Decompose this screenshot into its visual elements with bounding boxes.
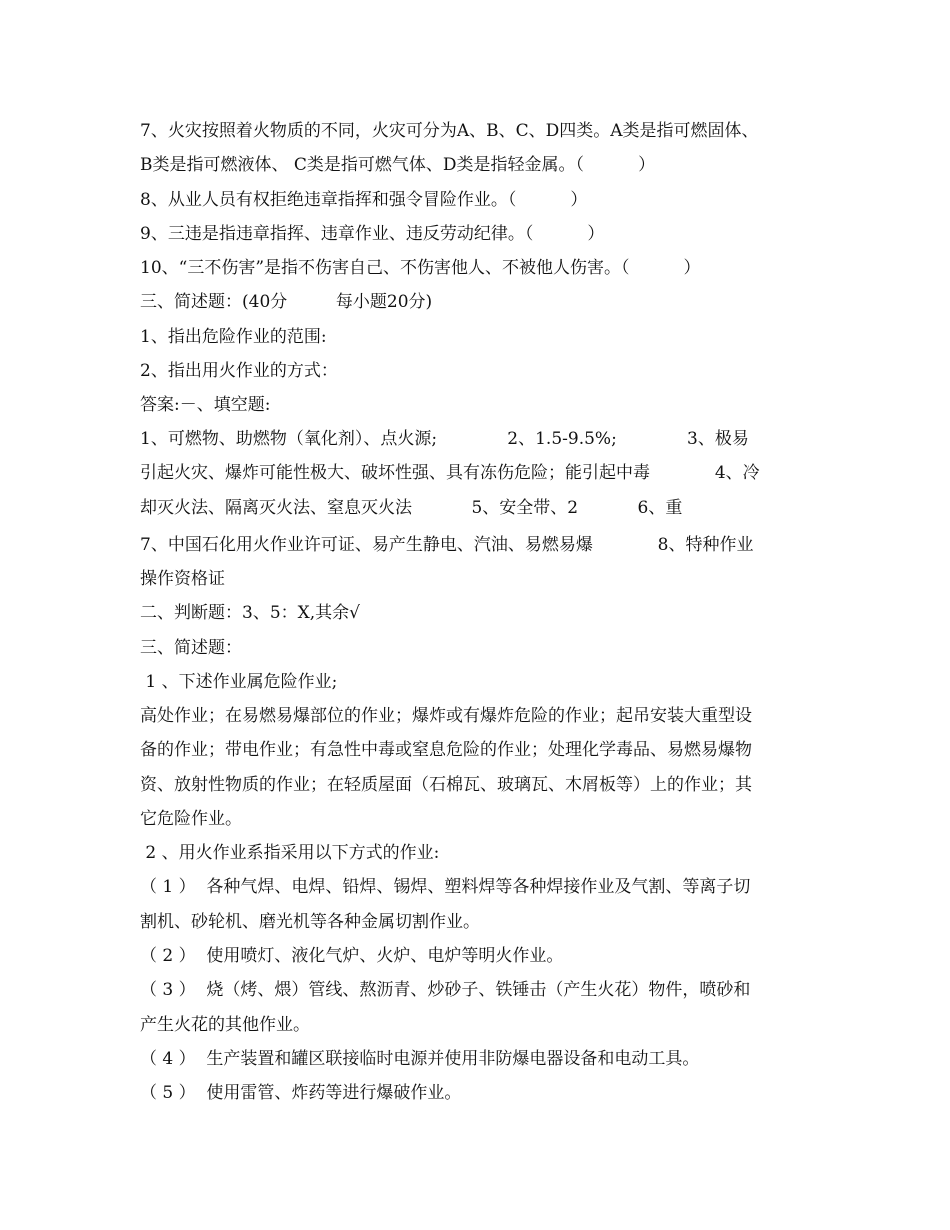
section-heading: 三、简述题： bbox=[140, 638, 242, 658]
text-line: 它危险作业。 bbox=[140, 809, 242, 829]
text-line: 引起火灾、爆炸可能性极大、破坏性强、具有冻伤危险；能引起中毒 4、冷 bbox=[140, 463, 760, 483]
text-line: 操作资格证 bbox=[140, 569, 225, 589]
text-line: （ 4 ） 生产装置和罐区联接临时电源并使用非防爆电器设备和电动工具。 bbox=[140, 1049, 700, 1069]
text-line: 产生火花的其他作业。 bbox=[140, 1015, 310, 1035]
text-line: 7、中国石化用火作业许可证、易产生静电、汽油、易燃易爆 8、特种作业 bbox=[140, 535, 754, 555]
text-line: 10、“三不伤害”是指不伤害自己、不伤害他人、不被他人伤害。（ ） bbox=[140, 258, 701, 278]
section-heading: 三、简述题：(40分 每小题20分) bbox=[140, 292, 433, 312]
text-line: 高处作业；在易燃易爆部位的作业；爆炸或有爆炸危险的作业；起吊安装大重型设 bbox=[140, 706, 752, 726]
section-heading: 答案:－、填空题: bbox=[140, 395, 271, 415]
text-line: 1 、下述作业属危险作业; bbox=[140, 672, 338, 692]
text-line: 1、可燃物、助燃物（氧化剂）、点火源; 2、1.5-9.5%; 3、极易 bbox=[140, 429, 749, 449]
text-line: 2、指出用火作业的方式： bbox=[140, 361, 338, 381]
text-line: （ 3 ） 烧（烤、煨）管线、熬沥青、炒砂子、铁锤击（产生火花）物件，喷砂和 bbox=[140, 980, 751, 1000]
text-line: B类是指可燃液体、 C类是指可燃气体、D类是指轻金属。（ ） bbox=[140, 155, 656, 175]
text-line: 8、从业人员有权拒绝违章指挥和强令冒险作业。（ ） bbox=[140, 190, 588, 210]
text-line: 备的作业；带电作业；有急性中毒或窒息危险的作业；处理化学毒品、易燃易爆物 bbox=[140, 740, 752, 760]
text-line: （ 2 ） 使用喷灯、液化气炉、火炉、电炉等明火作业。 bbox=[140, 946, 564, 966]
text-line: 7、火灾按照着火物质的不同，火灾可分为A、B、C、D四类。A类是指可燃固体、 bbox=[140, 121, 759, 141]
text-line: 2 、用火作业系指采用以下方式的作业: bbox=[140, 843, 440, 863]
section-heading: 二、判断题：3、5：X,其余√ bbox=[140, 603, 360, 623]
text-line: 却灭火法、隔离灭火法、窒息灭火法 5、安全带、2 6、重 bbox=[140, 498, 683, 518]
text-line: （ 1 ） 各种气焊、电焊、铅焊、锡焊、塑料焊等各种焊接作业及气割、等离子切 bbox=[140, 877, 751, 897]
text-line: 1、指出危险作业的范围: bbox=[140, 327, 327, 347]
text-line: 9、三违是指违章指挥、违章作业、违反劳动纪律。（ ） bbox=[140, 224, 605, 244]
text-line: 资、放射性物质的作业；在轻质屋面（石棉瓦、玻璃瓦、木屑板等）上的作业；其 bbox=[140, 775, 752, 795]
text-line: 割机、砂轮机、磨光机等各种金属切割作业。 bbox=[140, 912, 480, 932]
text-line: （ 5 ） 使用雷管、炸药等进行爆破作业。 bbox=[140, 1083, 462, 1103]
